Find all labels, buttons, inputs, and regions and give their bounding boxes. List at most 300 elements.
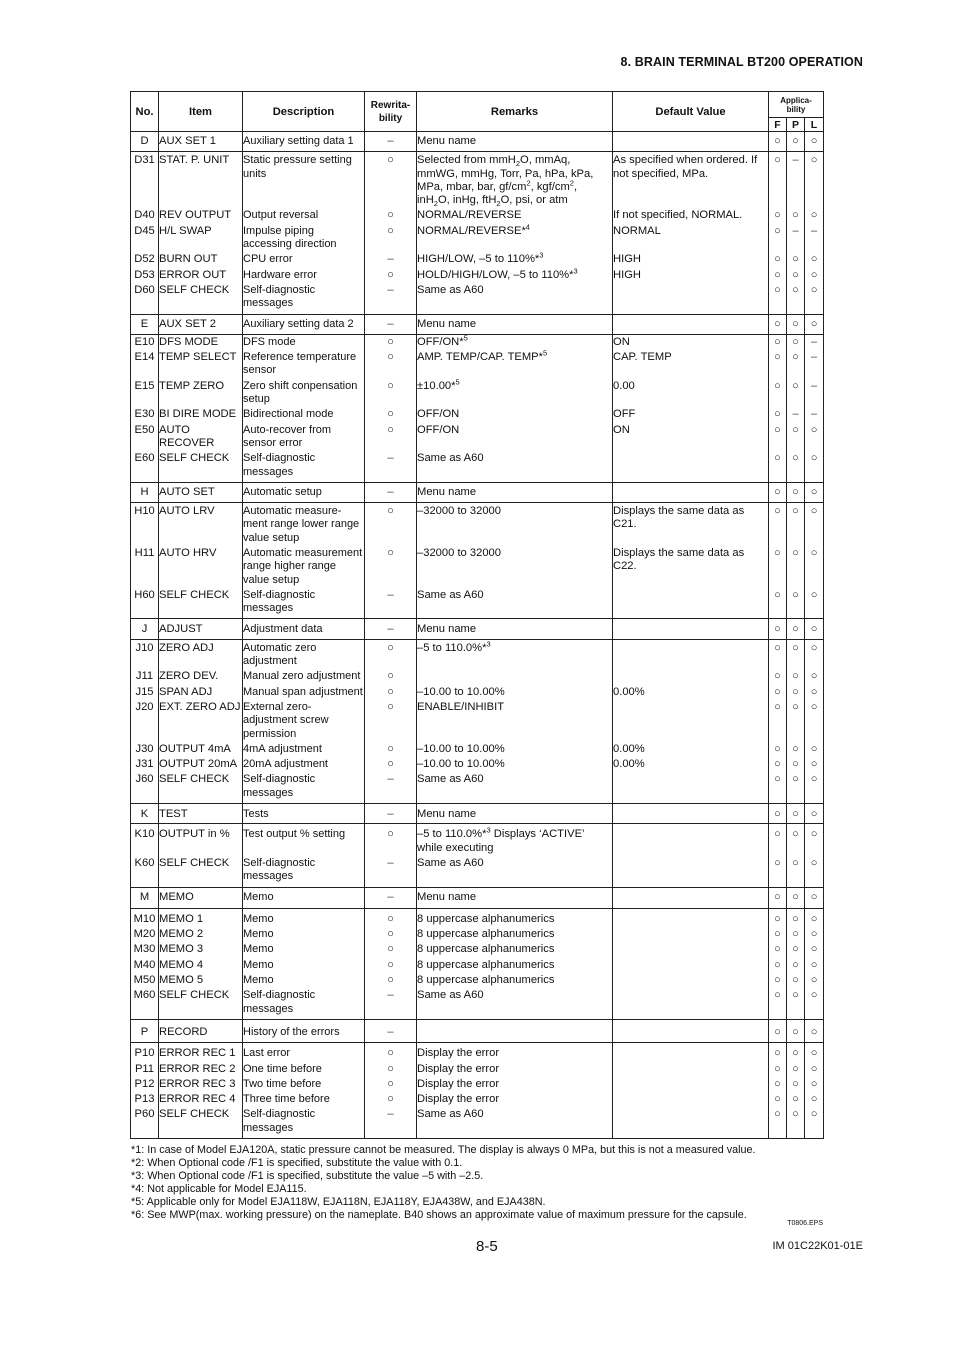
cell-remarks: 8 uppercase alphanumerics — [417, 973, 613, 988]
cell-description: Last error — [243, 1043, 365, 1062]
cell-applic-p: ○ — [787, 1077, 805, 1092]
cell-description: Automatic measurement range higher range value setup — [243, 546, 365, 588]
cell-description: Self-diagnostic messages — [243, 856, 365, 887]
cell-default-value — [613, 942, 769, 957]
cell-item: BI DIRE MODE — [159, 407, 243, 422]
cell-applic-l: ○ — [805, 1077, 824, 1092]
cell-item: AUTO HRV — [159, 546, 243, 588]
cell-description: External zero-adjustment screw permission — [243, 700, 365, 742]
cell-item: ERROR REC 1 — [159, 1043, 243, 1062]
table-row — [131, 856, 824, 887]
table-row — [131, 1019, 824, 1042]
page-number: 8-5 — [476, 1238, 498, 1255]
cell-applic-p: ○ — [787, 639, 805, 669]
cell-applic-p: ○ — [787, 503, 805, 546]
table-row — [131, 804, 824, 824]
cell-description: Adjustment data — [243, 618, 365, 639]
table-row — [131, 283, 824, 314]
cell-item: H/L SWAP — [159, 224, 243, 253]
table-row — [131, 208, 824, 223]
col-applicability — [769, 92, 824, 118]
col-l: L — [805, 118, 824, 132]
cell-default-value: ON — [613, 423, 769, 452]
cell-item: REV OUTPUT — [159, 208, 243, 223]
cell-no: D — [131, 132, 159, 152]
cell-item: ADJUST — [159, 618, 243, 639]
cell-applic-l: ○ — [805, 757, 824, 772]
cell-no: P — [131, 1019, 159, 1042]
cell-rewritability: ○ — [365, 1077, 417, 1092]
cell-rewritability: ○ — [365, 757, 417, 772]
cell-applic-p: ○ — [787, 334, 805, 350]
cell-rewritability: ○ — [365, 503, 417, 546]
cell-applic-l: ○ — [805, 804, 824, 824]
cell-default-value — [613, 1092, 769, 1107]
cell-rewritability: ○ — [365, 669, 417, 684]
cell-remarks: Display the error — [417, 1043, 613, 1062]
cell-remarks: Menu name — [417, 482, 613, 502]
cell-description: 4mA adjustment — [243, 742, 365, 757]
cell-remarks: 8 uppercase alphanumerics — [417, 958, 613, 973]
cell-applic-p: ○ — [787, 379, 805, 408]
col-item: Item — [159, 92, 243, 132]
cell-rewritability: ○ — [365, 208, 417, 223]
col-default-value: Default Value — [613, 92, 769, 132]
cell-no: D40 — [131, 208, 159, 223]
cell-rewritability: ○ — [365, 1043, 417, 1062]
table-row — [131, 503, 824, 546]
cell-no: J60 — [131, 772, 159, 803]
cell-no: J30 — [131, 742, 159, 757]
row-group — [131, 152, 824, 314]
cell-description: Automatic measure-ment range lower range value setup — [243, 503, 365, 546]
cell-applic-l: ○ — [805, 618, 824, 639]
row-group — [131, 334, 824, 482]
cell-remarks: Same as A60 — [417, 451, 613, 482]
cell-default-value — [613, 132, 769, 152]
table-row — [131, 379, 824, 408]
cell-description: Memo — [243, 927, 365, 942]
cell-default-value: 0.00 — [613, 379, 769, 408]
col-p: P — [787, 118, 805, 132]
cell-item: ZERO ADJ — [159, 639, 243, 669]
cell-applic-p: ○ — [787, 268, 805, 283]
table-row — [131, 887, 824, 908]
cell-applic-f: ○ — [769, 350, 787, 379]
cell-remarks: –32000 to 32000 — [417, 546, 613, 588]
applicability-label: Applica-bility — [780, 96, 812, 114]
cell-no: E10 — [131, 334, 159, 350]
cell-applic-f: ○ — [769, 742, 787, 757]
cell-item: OUTPUT in % — [159, 824, 243, 856]
cell-rewritability: – — [365, 588, 417, 618]
table-row — [131, 588, 824, 618]
cell-applic-f: ○ — [769, 1107, 787, 1138]
cell-applic-l: – — [805, 334, 824, 350]
cell-rewritability: – — [365, 887, 417, 908]
cell-applic-l: – — [805, 350, 824, 379]
cell-applic-l: ○ — [805, 546, 824, 588]
cell-applic-p: ○ — [787, 208, 805, 223]
cell-applic-p: ○ — [787, 908, 805, 927]
cell-item: MEMO — [159, 887, 243, 908]
cell-default-value — [613, 824, 769, 856]
cell-remarks: 8 uppercase alphanumerics — [417, 942, 613, 957]
table-row — [131, 927, 824, 942]
cell-applic-p: ○ — [787, 772, 805, 803]
cell-default-value: CAP. TEMP — [613, 350, 769, 379]
cell-rewritability: ○ — [365, 152, 417, 209]
cell-no: M60 — [131, 988, 159, 1019]
cell-rewritability: ○ — [365, 958, 417, 973]
cell-no: M10 — [131, 908, 159, 927]
row-group — [131, 1019, 824, 1042]
cell-rewritability: ○ — [365, 824, 417, 856]
cell-rewritability: ○ — [365, 334, 417, 350]
cell-applic-p: ○ — [787, 1107, 805, 1138]
cell-remarks: HIGH/LOW, –5 to 110%*$^3$ — [417, 252, 613, 267]
cell-no: D60 — [131, 283, 159, 314]
row-group — [131, 908, 824, 1019]
row-group — [131, 503, 824, 618]
cell-default-value: HIGH — [613, 268, 769, 283]
cell-rewritability: – — [365, 482, 417, 502]
cell-default-value: ON — [613, 334, 769, 350]
table-row — [131, 988, 824, 1019]
cell-applic-f: ○ — [769, 379, 787, 408]
cell-remarks: ±10.00*$^5$ — [417, 379, 613, 408]
cell-applic-l: ○ — [805, 588, 824, 618]
cell-no: P60 — [131, 1107, 159, 1138]
table-row — [131, 224, 824, 253]
cell-rewritability: – — [365, 314, 417, 334]
cell-applic-p: ○ — [787, 1092, 805, 1107]
cell-item: ERROR OUT — [159, 268, 243, 283]
cell-no: E15 — [131, 379, 159, 408]
cell-description: Memo — [243, 942, 365, 957]
cell-item: SELF CHECK — [159, 772, 243, 803]
cell-rewritability: – — [365, 618, 417, 639]
cell-description: Auxiliary setting data 1 — [243, 132, 365, 152]
cell-applic-p: ○ — [787, 283, 805, 314]
cell-rewritability: – — [365, 1107, 417, 1138]
cell-rewritability: – — [365, 988, 417, 1019]
cell-remarks: Selected from mmH$_2$O, mmAq, mmWG, mmHg, Torr, Pa, hPa, kPa, MPa, mbar, bar, $gf/cm^2$, kgf/$cm^2$, inH$_2$O, inHg, ftH$_2$O, psi, or atm — [417, 152, 613, 209]
table-row — [131, 482, 824, 502]
cell-no: M40 — [131, 958, 159, 973]
cell-description: CPU error — [243, 252, 365, 267]
cell-applic-f: ○ — [769, 618, 787, 639]
cell-item: SELF CHECK — [159, 988, 243, 1019]
cell-applic-f: ○ — [769, 407, 787, 422]
cell-description: Reference temperature sensor — [243, 350, 365, 379]
cell-applic-p: ○ — [787, 856, 805, 887]
cell-default-value: HIGH — [613, 252, 769, 267]
cell-applic-f: ○ — [769, 503, 787, 546]
cell-remarks: Same as A60 — [417, 988, 613, 1019]
cell-remarks: ENABLE/INHIBIT — [417, 700, 613, 742]
cell-item: AUX SET 2 — [159, 314, 243, 334]
col-f: F — [769, 118, 787, 132]
row-group — [131, 132, 824, 152]
cell-default-value — [613, 973, 769, 988]
cell-applic-f: ○ — [769, 546, 787, 588]
table-row — [131, 1077, 824, 1092]
cell-no: J15 — [131, 685, 159, 700]
cell-applic-l: ○ — [805, 887, 824, 908]
cell-item: MEMO 1 — [159, 908, 243, 927]
cell-applic-p: ○ — [787, 942, 805, 957]
cell-default-value — [613, 1062, 769, 1077]
cell-applic-p: ○ — [787, 588, 805, 618]
cell-remarks: Same as A60 — [417, 772, 613, 803]
table-row — [131, 942, 824, 957]
cell-rewritability: ○ — [365, 546, 417, 588]
cell-applic-p: ○ — [787, 669, 805, 684]
cell-default-value — [613, 669, 769, 684]
cell-description: Automatic zero adjustment — [243, 639, 365, 669]
cell-default-value — [613, 856, 769, 887]
cell-applic-p: ○ — [787, 988, 805, 1019]
cell-applic-p: ○ — [787, 804, 805, 824]
cell-applic-l: ○ — [805, 1062, 824, 1077]
cell-applic-f: ○ — [769, 988, 787, 1019]
cell-default-value — [613, 283, 769, 314]
cell-remarks: Same as A60 — [417, 588, 613, 618]
table-header — [131, 92, 824, 132]
table-row — [131, 1043, 824, 1062]
cell-item: OUTPUT 4mA — [159, 742, 243, 757]
section-title: 8. BRAIN TERMINAL BT200 OPERATION — [620, 55, 863, 69]
cell-no: E60 — [131, 451, 159, 482]
cell-description: Self-diagnostic messages — [243, 988, 365, 1019]
cell-description: One time before — [243, 1062, 365, 1077]
cell-no: M — [131, 887, 159, 908]
cell-applic-p: ○ — [787, 132, 805, 152]
cell-rewritability: – — [365, 1019, 417, 1042]
table-row — [131, 451, 824, 482]
cell-default-value — [613, 772, 769, 803]
cell-remarks: Display the error — [417, 1092, 613, 1107]
cell-description: Three time before — [243, 1092, 365, 1107]
cell-rewritability: ○ — [365, 700, 417, 742]
cell-item: ERROR REC 2 — [159, 1062, 243, 1077]
cell-remarks: NORMAL/REVERSE*$^4$ — [417, 224, 613, 253]
cell-default-value — [613, 804, 769, 824]
cell-remarks: Menu name — [417, 314, 613, 334]
cell-applic-l: ○ — [805, 772, 824, 803]
cell-default-value — [613, 887, 769, 908]
cell-applic-f: ○ — [769, 908, 787, 927]
row-group — [131, 314, 824, 334]
cell-remarks: OFF/ON — [417, 423, 613, 452]
cell-default-value: OFF — [613, 407, 769, 422]
cell-applic-l: ○ — [805, 908, 824, 927]
table-row — [131, 1092, 824, 1107]
cell-applic-p: – — [787, 152, 805, 209]
cell-description: Manual zero adjustment — [243, 669, 365, 684]
col-rewritability — [365, 92, 417, 132]
cell-item: AUTO RECOVER — [159, 423, 243, 452]
cell-default-value — [613, 314, 769, 334]
cell-applic-f: ○ — [769, 639, 787, 669]
cell-applic-f: ○ — [769, 152, 787, 209]
cell-no: D52 — [131, 252, 159, 267]
cell-applic-p: ○ — [787, 700, 805, 742]
cell-applic-f: ○ — [769, 700, 787, 742]
cell-applic-l: ○ — [805, 314, 824, 334]
cell-item: SELF CHECK — [159, 1107, 243, 1138]
table-row — [131, 973, 824, 988]
cell-description: Bidirectional mode — [243, 407, 365, 422]
cell-applic-f: ○ — [769, 1043, 787, 1062]
cell-applic-l: ○ — [805, 973, 824, 988]
cell-description: Automatic setup — [243, 482, 365, 502]
cell-no: M30 — [131, 942, 159, 957]
cell-applic-p: ○ — [787, 350, 805, 379]
cell-applic-f: ○ — [769, 1062, 787, 1077]
cell-rewritability: ○ — [365, 1062, 417, 1077]
cell-remarks — [417, 1019, 613, 1042]
cell-default-value: If not specified, NORMAL. — [613, 208, 769, 223]
cell-item: AUTO SET — [159, 482, 243, 502]
cell-default-value — [613, 958, 769, 973]
cell-applic-p: ○ — [787, 742, 805, 757]
cell-applic-p: ○ — [787, 685, 805, 700]
cell-no: E — [131, 314, 159, 334]
cell-description: Self-diagnostic messages — [243, 772, 365, 803]
cell-applic-p: ○ — [787, 423, 805, 452]
cell-description: Auto-recover from sensor error — [243, 423, 365, 452]
cell-remarks: Same as A60 — [417, 1107, 613, 1138]
cell-item: STAT. P. UNIT — [159, 152, 243, 209]
cell-applic-f: ○ — [769, 224, 787, 253]
cell-remarks: –10.00 to 10.00% — [417, 742, 613, 757]
cell-remarks: –10.00 to 10.00% — [417, 685, 613, 700]
row-group — [131, 804, 824, 824]
cell-item: SELF CHECK — [159, 283, 243, 314]
cell-applic-p: ○ — [787, 958, 805, 973]
cell-applic-f: ○ — [769, 482, 787, 502]
cell-default-value — [613, 927, 769, 942]
table-row — [131, 958, 824, 973]
cell-applic-p: ○ — [787, 824, 805, 856]
cell-no: H10 — [131, 503, 159, 546]
cell-applic-p: ○ — [787, 451, 805, 482]
cell-applic-l: ○ — [805, 482, 824, 502]
cell-applic-f: ○ — [769, 1019, 787, 1042]
cell-rewritability: ○ — [365, 685, 417, 700]
cell-applic-l: ○ — [805, 252, 824, 267]
cell-applic-p: ○ — [787, 927, 805, 942]
cell-applic-l: ○ — [805, 1092, 824, 1107]
table-row — [131, 546, 824, 588]
parameter-table — [130, 91, 824, 1139]
cell-applic-l: ○ — [805, 988, 824, 1019]
cell-item: ERROR REC 4 — [159, 1092, 243, 1107]
cell-no: K60 — [131, 856, 159, 887]
cell-remarks: AMP. TEMP/CAP. TEMP*$^5$ — [417, 350, 613, 379]
cell-rewritability: ○ — [365, 942, 417, 957]
cell-description: Memo — [243, 887, 365, 908]
cell-description: Zero shift conpensation setup — [243, 379, 365, 408]
cell-remarks: –5 to 110.0%*$^3$ — [417, 639, 613, 669]
cell-applic-f: ○ — [769, 804, 787, 824]
cell-no: P13 — [131, 1092, 159, 1107]
footnote: *2: When Optional code /F1 is specified, substitute the value with 0.1. — [131, 1157, 463, 1170]
cell-default-value: Displays the same data as C22. — [613, 546, 769, 588]
cell-applic-f: ○ — [769, 856, 787, 887]
cell-applic-l: ○ — [805, 451, 824, 482]
cell-remarks: Menu name — [417, 887, 613, 908]
table-row — [131, 423, 824, 452]
cell-no: E14 — [131, 350, 159, 379]
cell-applic-l: ○ — [805, 503, 824, 546]
cell-remarks: Display the error — [417, 1077, 613, 1092]
row-group — [131, 618, 824, 639]
cell-rewritability: ○ — [365, 224, 417, 253]
cell-rewritability: ○ — [365, 908, 417, 927]
cell-applic-l: ○ — [805, 856, 824, 887]
footnote: *1: In case of Model EJA120A, static pressure cannot be measured. The display is always 0 MPa, but this is not a measured value. — [131, 1144, 756, 1156]
cell-description: Self-diagnostic messages — [243, 588, 365, 618]
cell-no: H60 — [131, 588, 159, 618]
cell-rewritability: ○ — [365, 423, 417, 452]
cell-applic-l: ○ — [805, 824, 824, 856]
cell-item: AUTO LRV — [159, 503, 243, 546]
footnote: *6: See MWP(max. working pressure) on the nameplate. B40 shows an approximate value of maximum pressure for the capsule. — [131, 1209, 747, 1222]
cell-item: MEMO 2 — [159, 927, 243, 942]
cell-item: SELF CHECK — [159, 588, 243, 618]
cell-rewritability: – — [365, 132, 417, 152]
cell-description: Static pressure setting units — [243, 152, 365, 209]
cell-applic-f: ○ — [769, 1077, 787, 1092]
document-id: IM 01C22K01-01E — [772, 1240, 863, 1252]
cell-rewritability: ○ — [365, 639, 417, 669]
cell-rewritability: ○ — [365, 927, 417, 942]
cell-applic-l: ○ — [805, 1107, 824, 1138]
cell-default-value — [613, 618, 769, 639]
cell-remarks: HOLD/HIGH/LOW, –5 to 110%*$^3$ — [417, 268, 613, 283]
cell-item: SELF CHECK — [159, 856, 243, 887]
cell-default-value — [613, 700, 769, 742]
cell-default-value — [613, 1107, 769, 1138]
cell-rewritability: ○ — [365, 1092, 417, 1107]
table-row — [131, 669, 824, 684]
cell-applic-f: ○ — [769, 958, 787, 973]
cell-item: MEMO 4 — [159, 958, 243, 973]
cell-rewritability: ○ — [365, 268, 417, 283]
cell-default-value: 0.00% — [613, 742, 769, 757]
table-row — [131, 772, 824, 803]
table-row — [131, 314, 824, 334]
cell-no: H11 — [131, 546, 159, 588]
cell-applic-f: ○ — [769, 283, 787, 314]
cell-item: MEMO 5 — [159, 973, 243, 988]
cell-default-value: 0.00% — [613, 685, 769, 700]
cell-applic-l: – — [805, 407, 824, 422]
cell-no: K10 — [131, 824, 159, 856]
cell-applic-f: ○ — [769, 588, 787, 618]
cell-applic-f: ○ — [769, 772, 787, 803]
cell-description: Memo — [243, 973, 365, 988]
cell-applic-l: ○ — [805, 685, 824, 700]
cell-applic-l: ○ — [805, 1019, 824, 1042]
cell-description: DFS mode — [243, 334, 365, 350]
cell-applic-p: ○ — [787, 887, 805, 908]
cell-default-value — [613, 482, 769, 502]
cell-default-value: NORMAL — [613, 224, 769, 253]
